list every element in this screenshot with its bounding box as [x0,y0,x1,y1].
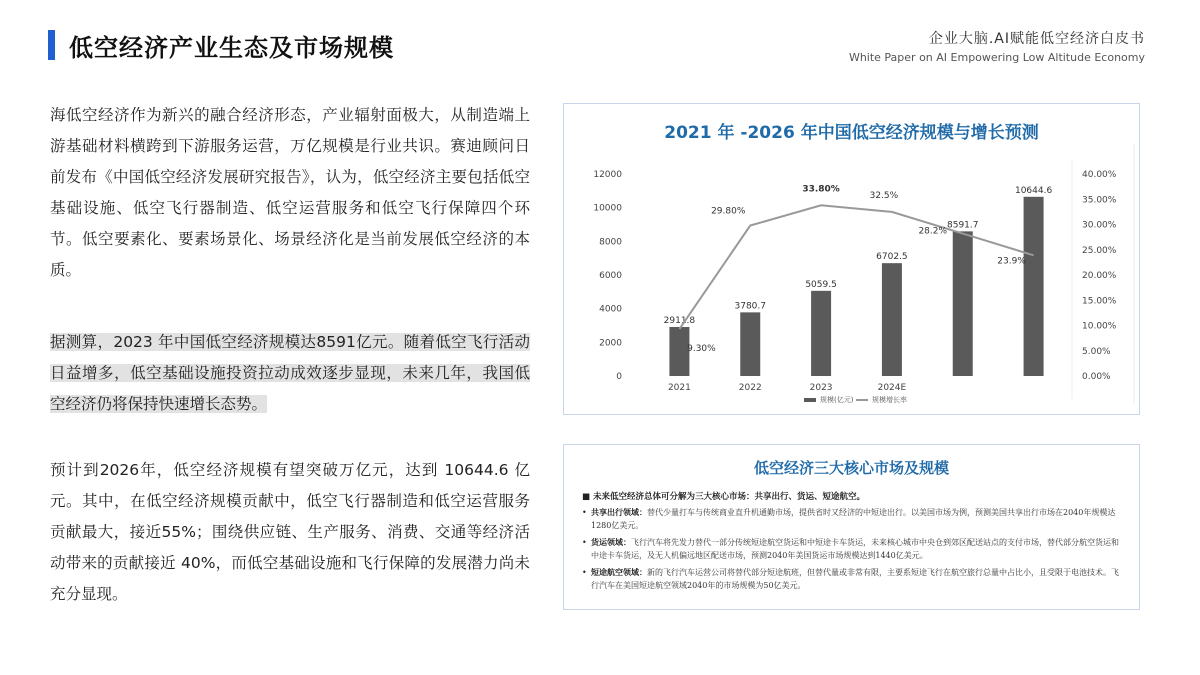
market-item-tag: 共享出行领域： [591,507,647,517]
y-tick-label: 4000 [599,304,622,315]
market-item-tag: 短途航空领域： [591,567,647,577]
growth-line [679,205,1033,329]
page-header [48,30,394,60]
y2-tick-label: 5.00% [1082,346,1111,357]
x-tick-label: 2024E [877,383,907,393]
brand-title-en: White Paper on AI Empowering Low Altitude Economy [848,51,1145,64]
highlighted-text: 据测算，2023 年中国低空经济规模达8591亿元。随着低空飞行活动日益增多，低空基础设施投资拉动成效逐步显现，未来几年，我国低空经济仍将保持快速增长态势。 [50,333,530,413]
paragraph-forecast: 预计到2026年，低空经济规模有望突破万亿元，达到 10644.6 亿元。其中，在低空经济规模贡献中，低空飞行器制造和低空运营服务贡献最大，接近55%；围绕供应链、生产服务、消费、交通等经济活动带来的贡献接近 40%，而低空基础设施和飞行保障的发展潜力尚未充分显现。 [50,461,530,603]
y-tick-label: 2000 [599,338,622,349]
y-tick-label: 10000 [593,203,622,214]
chart-panel [563,103,1140,415]
market-item-short-haul [582,566,1121,592]
y2-tick-label: 40.00% [1082,170,1117,180]
brand-title-cn: 企业大脑.AI赋能低空经济白皮书 [928,31,1145,47]
bar-value-label: 2911.8 [663,315,696,326]
y2-tick-label: 15.00% [1082,296,1117,307]
y-tick-label: 8000 [599,237,622,248]
y2-tick-label: 10.00% [1082,321,1117,332]
legend-swatch-bar [804,398,816,402]
growth-rate-label: 28.2% [918,226,948,237]
market-item-shared-mobility [582,506,1121,532]
legend-label: 规模(亿元) [820,396,854,404]
market-item-freight [582,536,1121,562]
bar [740,312,760,376]
y2-tick-label: 35.00% [1082,195,1117,206]
growth-rate-label: 23.9% [997,256,1026,267]
bar-value-label: 6702.5 [876,252,908,263]
y2-tick-label: 0.00% [1082,372,1111,382]
growth-rate-label: 33.80% [802,184,840,195]
market-list [582,506,1121,592]
y-tick-label: 0 [616,372,622,382]
bar-value-label: 10644.6 [1014,185,1053,196]
paragraph-estimate [50,327,530,420]
y-tick-label: 6000 [599,271,622,281]
y-tick-label: 12000 [593,170,622,180]
market-title: 低空经济三大核心市场及规模 [753,459,949,477]
market-item-tag: 货运领域： [591,537,631,547]
bar [953,231,973,376]
page-title: 低空经济产业生态及市场规模 [69,33,394,62]
legend-label: 规模增长率 [872,396,907,404]
growth-rate-label: 32.5% [869,190,899,201]
bar [811,291,831,376]
x-tick-label: 2022 [738,383,762,393]
brand-block [849,28,1145,64]
y2-tick-label: 25.00% [1082,245,1117,256]
market-item-text: 替代少量打车与传统商业直升机通勤市场，提供省时又经济的中短途出行。以美国市场为例，预测美国共享出行市场在2040年规模达1280亿美元。 [591,508,1116,530]
growth-rate-label: 9.30% [687,344,716,355]
bar-value-label: 8591.7 [947,220,979,231]
bar-value-label: 3780.7 [734,301,766,312]
market-item-text: 新的飞行汽车运营公司将替代部分短途航班，但替代量或非常有限，主要系短途飞行在航空旅行总量中占比小，且受限于电池技术。飞行汽车在美国短途航空领域2040年的市场规模为50亿美元。 [591,568,1119,590]
market-panel [563,444,1140,610]
market-item-text: 飞行汽车将先发力替代一部分传统短途航空货运和中短途卡车货运，未来核心城市中央仓到郊区配送站点的支付市场，替代部分航空货运和中途卡车货运，及无人机偏远地区配送市场，预测2040年美国货运市场规模达到1440亿美元。 [591,538,1119,560]
bar [882,263,902,376]
y2-tick-label: 20.00% [1082,271,1117,281]
bar-value-label: 5059.5 [805,279,837,290]
chart-title: 2021 年 -2026 年中国低空经济规模与增长预测 [664,123,1039,143]
paragraph-intro: 海低空经济作为新兴的融合经济形态，产业辐射面极大，从制造端上游基础材料横跨到下游服务运营，万亿规模是行业共识。赛迪顾问日前发布《中国低空经济发展研究报告》，认为，低空经济主要包括低空基础设施、低空飞行器制造、低空运营服务和低空飞行保障四个环节。低空要素化、要素场景化、场景经济化是当前发展低空经济的本质。 [50,106,530,279]
title-accent-bar [48,30,55,60]
chart-canvas [564,104,1139,414]
market-lead: ■ 未来低空经济总体可分解为三大核心市场：共享出行、货运、短途航空。 [582,492,865,502]
y2-tick-label: 30.00% [1082,220,1117,231]
x-tick-label: 2023 [809,383,833,393]
bar [1024,197,1044,376]
growth-rate-label: 29.80% [711,206,746,217]
x-tick-label: 2021 [667,383,691,393]
